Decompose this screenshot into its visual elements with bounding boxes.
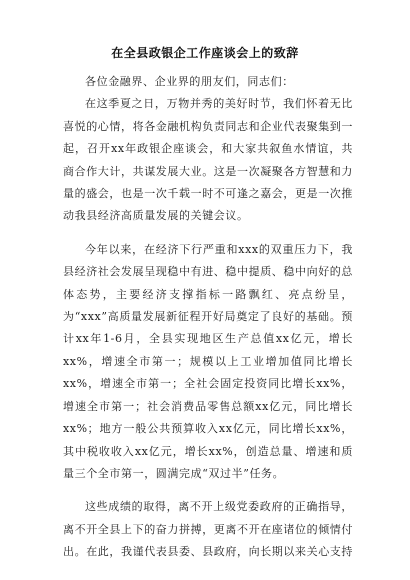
document-body bbox=[63, 71, 353, 564]
paragraph-opening: 在这季夏之日，万物并秀的美好时节，我们怀着无比喜悦的心情，将各金融机构负责同志和企业代表聚集到一起，召开xx年政银企座谈会，和大家共叙鱼水情谊，共商合作大计，共谋发展大业。这是一次凝聚各方智慧和力量的盛会，也是一次千载一时不可逢之嘉会，更是一次推动我县经济高质量发展的关键会议。 bbox=[63, 97, 353, 223]
document-title: 在全县政银企工作座谈会上的致辞 bbox=[111, 46, 299, 60]
paragraph-thanks: 这些成绩的取得，离不开上级党委政府的正确指导，离不开全县上下的奋力拼搏，更离不开在座诸位的倾情付出。在此，我谨代表县委、县政府，向长期以来关心支持 bbox=[63, 500, 353, 559]
greeting-line: 各位金融界、企业界的朋友们，同志们： bbox=[85, 75, 294, 88]
paragraph-achievements: 今年以来，在经济下行严重和xxx的双重压力下，我县经济社会发展呈现稳中有进、稳中提质、稳中向好的总体态势，主要经济支撑指标一路飘红、亮点纷呈，为“xxx”高质量发展新征程开好局奠定了良好的基础。预计xx年1-6月，全县实现地区生产总值xx亿元，增长xx%，增速全市第一；规模以上工业增加值同比增长xx%，增速全市第一；全社会固定投资同比增长xx%，增速全市第一；社会消费品零售总额xx亿元，同比增长xx%；地方一般公共预算收入xx亿元，同比增长xx%，其中税收收入xx亿元，增长xx%，创造总量、增速和质量三个全市第一，圆满完成“双过半”任务。 bbox=[63, 242, 353, 480]
